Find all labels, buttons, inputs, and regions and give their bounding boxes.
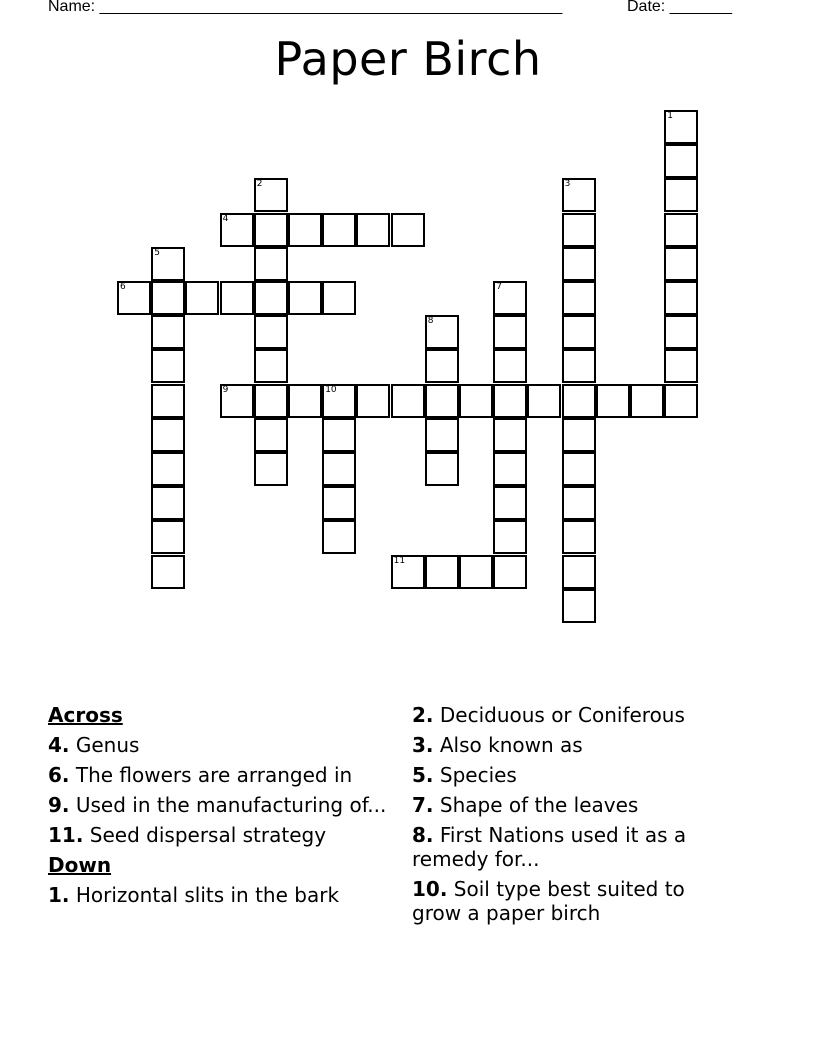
grid-cell[interactable] (562, 281, 596, 315)
grid-cell[interactable] (254, 247, 288, 281)
grid-cell[interactable] (493, 520, 527, 554)
grid-cell[interactable] (322, 281, 356, 315)
clue-down-8 (412, 823, 732, 871)
grid-cell[interactable] (288, 384, 322, 418)
down-heading: Down (48, 853, 112, 877)
grid-cell[interactable] (562, 178, 596, 212)
clue-text: Used in the manufacturing of... (75, 793, 387, 817)
cell-number: 1 (667, 111, 673, 121)
cell-number: 11 (393, 555, 406, 566)
grid-cell[interactable] (220, 281, 254, 315)
grid-cell[interactable] (151, 520, 185, 554)
grid-cell[interactable] (254, 418, 288, 452)
grid-cell[interactable] (596, 384, 630, 418)
grid-cell[interactable] (151, 418, 185, 452)
grid-cell[interactable] (664, 144, 698, 178)
grid-cell[interactable] (493, 555, 527, 589)
grid-cell[interactable] (425, 555, 459, 589)
cell-number: 6 (120, 282, 126, 292)
grid-cell[interactable] (356, 213, 390, 247)
grid-cell[interactable] (151, 247, 185, 281)
grid-cell[interactable] (322, 452, 356, 486)
grid-cell[interactable] (254, 178, 288, 212)
grid-cell[interactable] (288, 213, 322, 247)
grid-cell[interactable] (459, 384, 493, 418)
clue-text: Deciduous or Coniferous (439, 703, 685, 727)
clue-text: Shape of the leaves (439, 793, 639, 817)
cell-number: 4 (222, 213, 229, 224)
clue-down-7 (412, 793, 732, 817)
grid-cell[interactable] (664, 247, 698, 281)
grid-cell[interactable] (151, 486, 185, 520)
grid-cell[interactable] (322, 384, 356, 418)
grid-cell[interactable] (562, 384, 596, 418)
grid-cell[interactable] (493, 486, 527, 520)
clue-number: 7. (412, 793, 434, 817)
grid-cell[interactable] (117, 281, 151, 315)
clue-down-3 (412, 733, 732, 757)
clues-right-column (412, 703, 732, 931)
grid-cell[interactable] (220, 213, 254, 247)
clue-text: Seed dispersal strategy (89, 823, 327, 847)
grid-cell[interactable] (425, 315, 459, 349)
grid-cell[interactable] (425, 384, 459, 418)
clue-across-11 (48, 823, 388, 847)
grid-cell[interactable] (151, 555, 185, 589)
clue-across-4 (48, 733, 388, 757)
clue-number: 10. (412, 877, 448, 901)
grid-cell[interactable] (664, 213, 698, 247)
date-field-label: Date: _______ (627, 0, 732, 15)
grid-cell[interactable] (151, 315, 185, 349)
clue-text: The flowers are arranged in (75, 763, 353, 787)
clue-down-2 (412, 703, 732, 727)
clue-number: 6. (48, 763, 70, 787)
clue-text: Horizontal slits in the bark (75, 883, 340, 907)
clue-number: 1. (48, 883, 70, 907)
grid-cell[interactable] (493, 315, 527, 349)
grid-cell[interactable] (391, 384, 425, 418)
grid-cell[interactable] (220, 384, 254, 418)
grid-cell[interactable] (425, 418, 459, 452)
grid-cell[interactable] (254, 349, 288, 383)
grid-cell[interactable] (151, 452, 185, 486)
clue-number: 5. (412, 763, 434, 787)
grid-cell[interactable] (356, 384, 390, 418)
grid-cell[interactable] (151, 281, 185, 315)
grid-cell[interactable] (322, 213, 356, 247)
grid-cell[interactable] (562, 486, 596, 520)
grid-cell[interactable] (562, 418, 596, 452)
grid-cell[interactable] (151, 384, 185, 418)
clue-across-6 (48, 763, 388, 787)
grid-cell[interactable] (151, 349, 185, 383)
grid-cell[interactable] (493, 281, 527, 315)
grid-cell[interactable] (562, 452, 596, 486)
clue-number: 11. (48, 823, 84, 847)
grid-cell[interactable] (254, 281, 288, 315)
grid-cell[interactable] (185, 281, 219, 315)
clue-down-1 (48, 883, 388, 907)
grid-cell[interactable] (493, 384, 527, 418)
clue-text: Genus (75, 733, 140, 757)
grid-cell[interactable] (664, 281, 698, 315)
grid-cell[interactable] (664, 315, 698, 349)
grid-cell[interactable] (562, 555, 596, 589)
grid-cell[interactable] (664, 110, 698, 144)
cell-number: 2 (256, 179, 263, 190)
grid-cell[interactable] (527, 384, 561, 418)
grid-cell[interactable] (254, 315, 288, 349)
clue-across-9 (48, 793, 388, 817)
grid-cell[interactable] (322, 520, 356, 554)
cell-number: 3 (564, 179, 571, 190)
grid-cell[interactable] (391, 555, 425, 589)
grid-cell[interactable] (254, 384, 288, 418)
cell-number: 10 (325, 384, 337, 395)
cell-number: 5 (154, 247, 160, 258)
grid-cell[interactable] (493, 349, 527, 383)
name-field-label: Name: ____________________________________________________ (48, 0, 563, 15)
clue-text: Soil type best suited to grow a paper birch (412, 877, 685, 925)
grid-cell[interactable] (288, 281, 322, 315)
grid-cell[interactable] (562, 589, 596, 623)
clue-down-10 (412, 877, 732, 925)
grid-cell[interactable] (322, 486, 356, 520)
cell-number: 7 (496, 282, 502, 292)
clue-text: Species (439, 763, 517, 787)
cell-number: 9 (222, 384, 229, 395)
grid-cell[interactable] (391, 213, 425, 247)
grid-cell[interactable] (630, 384, 664, 418)
clue-number: 2. (412, 703, 434, 727)
grid-cell[interactable] (425, 452, 459, 486)
clue-number: 8. (412, 823, 434, 847)
grid-cell[interactable] (459, 555, 493, 589)
grid-cell[interactable] (664, 178, 698, 212)
clue-number: 3. (412, 733, 434, 757)
grid-cell[interactable] (562, 315, 596, 349)
grid-cell[interactable] (562, 213, 596, 247)
grid-cell[interactable] (562, 520, 596, 554)
grid-cell[interactable] (425, 349, 459, 383)
grid-cell[interactable] (254, 213, 288, 247)
grid-cell[interactable] (664, 349, 698, 383)
clue-down-5 (412, 763, 732, 787)
cell-number: 8 (427, 316, 434, 327)
grid-cell[interactable] (322, 418, 356, 452)
grid-cell[interactable] (664, 384, 698, 418)
grid-cell[interactable] (493, 452, 527, 486)
across-heading: Across (48, 703, 123, 727)
puzzle-title: Paper Birch (274, 32, 542, 86)
clue-number: 9. (48, 793, 70, 817)
clues-left-column (48, 703, 388, 913)
grid-cell[interactable] (493, 418, 527, 452)
grid-cell[interactable] (254, 452, 288, 486)
clue-number: 4. (48, 733, 70, 757)
grid-cell[interactable] (562, 247, 596, 281)
clue-text: Also known as (439, 733, 583, 757)
grid-cell[interactable] (562, 349, 596, 383)
clue-text: First Nations used it as a remedy for... (412, 823, 687, 871)
